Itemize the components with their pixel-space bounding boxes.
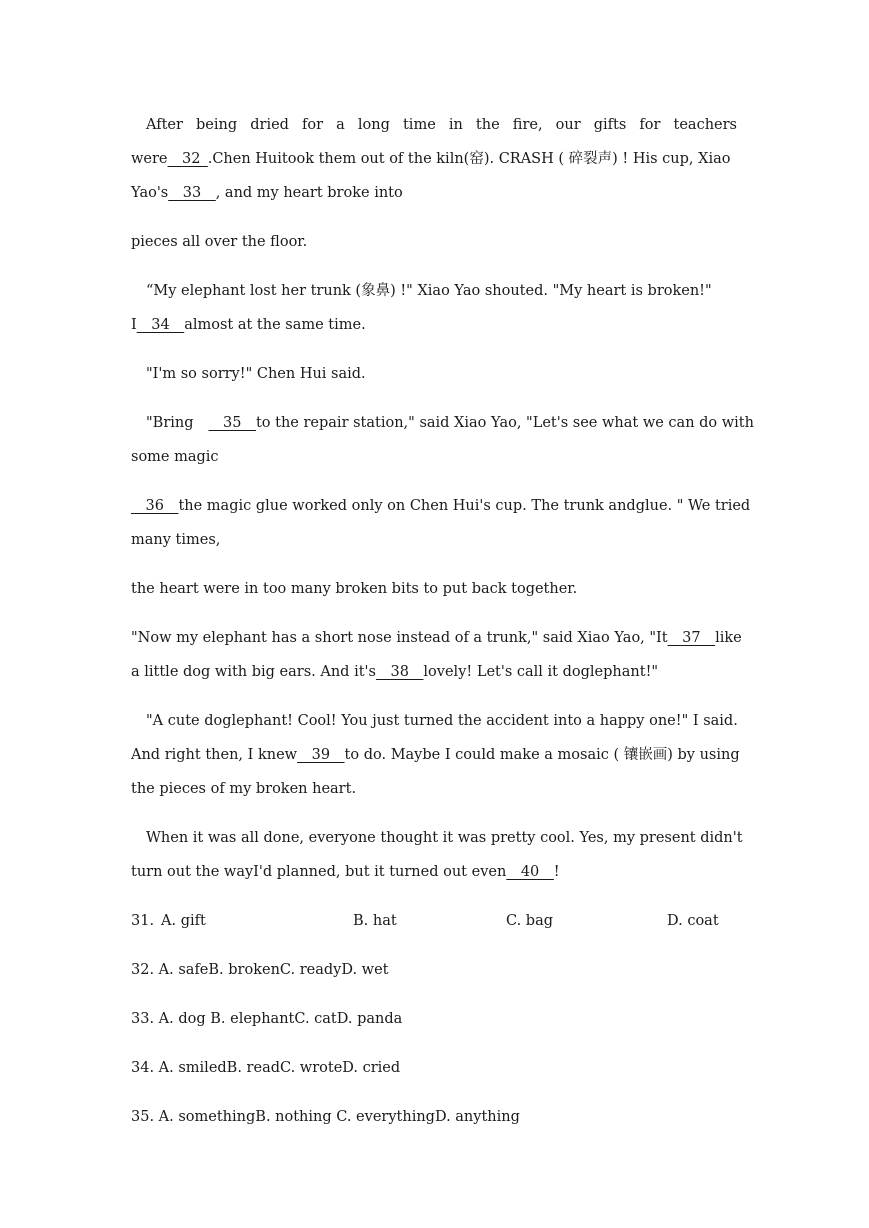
p5-line-1 <box>131 406 754 440</box>
p8-text: a little dog with big ears. And it's <box>131 664 376 680</box>
paragraph-10 <box>131 821 743 889</box>
q31-option-b: B. hat <box>353 913 397 929</box>
p6-line-1 <box>131 489 751 523</box>
p1-text: were <box>131 151 168 167</box>
p1-text: .Chen Huitook them out of the kiln(窑). CRASH ( 碎裂声) ! His cup, Xiao <box>207 151 731 167</box>
p9-text: to do. Maybe I could make a mosaic ( 镶嵌画) by using <box>344 747 740 763</box>
question-32: 32. A. safeB. brokenC. readyD. wet <box>131 962 389 978</box>
p5-text: "Bring <box>146 415 194 431</box>
p9-line-1: "A cute doglephant! Cool! You just turned the accident into a happy one!" I said. <box>146 713 738 729</box>
question-35: 35. A. somethingB. nothing C. everythingD. anything <box>131 1109 520 1125</box>
p9-line-3: the pieces of my broken heart. <box>131 781 357 797</box>
p10-text: turn out the wayI'd planned, but it turned out even <box>131 864 507 880</box>
q31-option-a: A. gift <box>161 913 206 929</box>
paragraph-2: pieces all over the floor. <box>131 234 308 250</box>
q31-number: 31. <box>131 913 155 929</box>
q31-option-d: D. coat <box>667 913 719 929</box>
p6-line-2: many times, <box>131 532 221 548</box>
paragraph-1 <box>131 108 737 210</box>
p5-text: to the repair station," said Xiao Yao, "Let's see what we can do with <box>255 415 754 431</box>
p9-line-2 <box>131 738 740 772</box>
p1-line-3 <box>131 176 737 210</box>
p6-text: the magic glue worked only on Chen Hui's cup. The trunk andglue. " We tried <box>178 498 751 514</box>
blank-37: __37__ <box>667 630 716 646</box>
blank-32: __32_ <box>167 151 208 167</box>
p1-text: , and my heart broke into <box>215 185 403 201</box>
p3-text: almost at the same time. <box>184 317 366 333</box>
blank-33: __33__ <box>168 185 216 201</box>
cloze-passage <box>131 108 754 1149</box>
question-34: 34. A. smiledB. readC. wroteD. cried <box>131 1060 401 1076</box>
p1-text: Yao's <box>131 185 169 201</box>
paragraph-4: "I'm so sorry!" Chen Hui said. <box>146 366 366 382</box>
paragraph-3 <box>131 274 737 342</box>
blank-35: __35__ <box>208 415 256 431</box>
blank-36: __36__ <box>131 498 179 514</box>
p3-text: I <box>131 317 137 333</box>
paragraph-6 <box>131 489 751 557</box>
p10-line-2 <box>131 855 737 889</box>
p8-text: "Now my elephant has a short nose instead of a trunk," said Xiao Yao, "It <box>131 630 668 646</box>
p8-text: like <box>715 630 742 646</box>
paragraph-5 <box>131 406 754 474</box>
p1-line-1: After being dried for a long time in the fire, our gifts for teachers <box>146 117 737 133</box>
p8-line-1 <box>131 621 742 655</box>
question-33: 33. A. dog B. elephantC. catD. panda <box>131 1011 403 1027</box>
blank-34: __34__ <box>136 317 185 333</box>
p3-line-1: “My elephant lost her trunk (象鼻) !" Xiao Yao shouted. "My heart is broken!" <box>146 283 712 299</box>
q31-option-c: C. bag <box>506 913 554 929</box>
blank-39: __39__ <box>297 747 345 763</box>
blank-38: __38__ <box>375 664 424 680</box>
p5-line-2: some magic <box>131 449 219 465</box>
p3-line-2 <box>131 308 737 342</box>
p8-line-2 <box>131 655 737 689</box>
p10-text: ! <box>553 864 560 880</box>
p8-text: lovely! Let's call it doglephant!" <box>423 664 659 680</box>
p10-line-1: When it was all done, everyone thought it was pretty cool. Yes, my present didn't <box>146 830 743 846</box>
paragraph-7: the heart were in too many broken bits to put back together. <box>131 581 578 597</box>
p1-line-2 <box>131 142 737 176</box>
paragraph-8 <box>131 621 742 689</box>
question-31 <box>131 904 737 938</box>
blank-40: __40__ <box>506 864 554 880</box>
paragraph-9 <box>131 704 740 806</box>
p9-text: And right then, I knew <box>131 747 298 763</box>
